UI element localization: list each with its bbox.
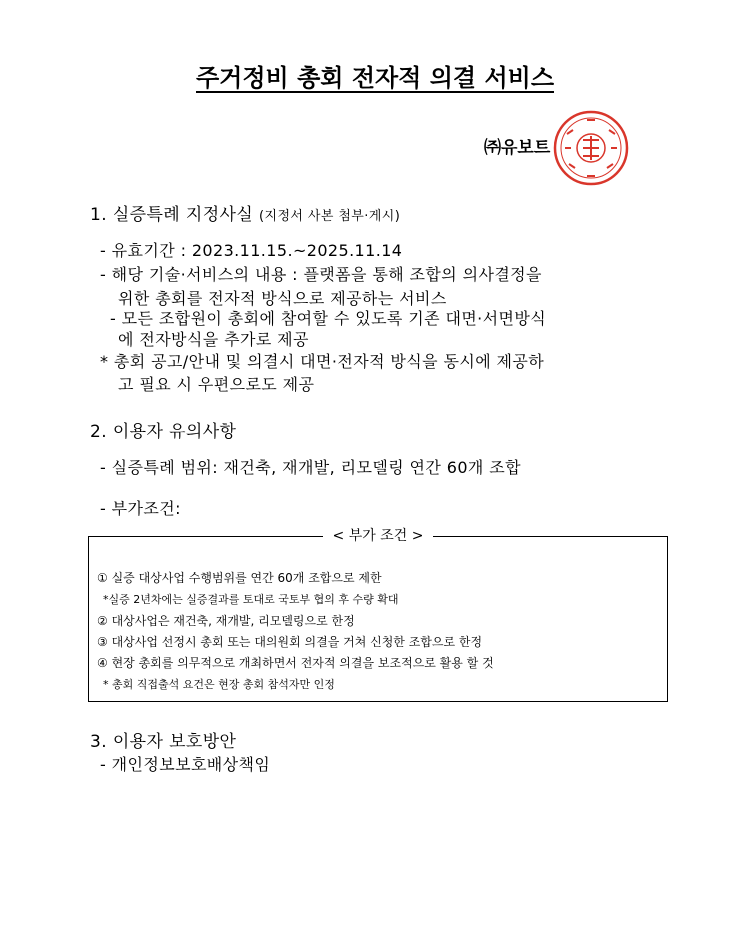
section1-item-all-members-cont: 에 전자방식을 추가로 제공 bbox=[118, 330, 309, 349]
condition-line-4: ④ 현장 총회를 의무적으로 개최하면서 전자적 의결을 보조적으로 활용 할 것 bbox=[97, 656, 494, 670]
section2-item-conditions: - 부가조건: bbox=[100, 499, 181, 518]
company-seal-icon bbox=[553, 110, 629, 186]
page-title: 주거정비 총회 전자적 의결 서비스 bbox=[196, 64, 554, 92]
section1-item-validity: - 유효기간 : 2023.11.15.~2025.11.14 bbox=[100, 241, 403, 260]
company-name: ㈜유보트 bbox=[484, 138, 551, 158]
section1-item-note: * 총회 공고/안내 및 의결시 대면·전자적 방식을 동시에 제공하 bbox=[100, 352, 545, 371]
conditions-box-title: < 부가 조건 > bbox=[89, 525, 667, 545]
section1-item-note-cont: 고 필요 시 우편으로도 제공 bbox=[118, 375, 315, 394]
condition-line-3: ③ 대상사업 선정시 총회 또는 대의원회 의결을 거쳐 신청한 조합으로 한정 bbox=[97, 635, 483, 649]
condition-line-1: ① 실증 대상사업 수행범위를 연간 60개 조합으로 제한 bbox=[97, 571, 382, 585]
section2-heading: 2. 이용자 유의사항 bbox=[90, 422, 237, 442]
section1-heading: 1. 실증특례 지정사실 (지정서 사본 첨부·게시) bbox=[90, 205, 401, 225]
conditions-box bbox=[88, 528, 668, 702]
condition-line-4-note: * 총회 직접출석 요건은 현장 총회 참석자만 인정 bbox=[103, 678, 335, 691]
section2-item-scope: - 실증특례 범위: 재건축, 재개발, 리모델링 연간 60개 조합 bbox=[100, 458, 521, 477]
section1-item-all-members: - 모든 조합원이 총회에 참여할 수 있도록 기존 대면·서면방식 bbox=[110, 309, 547, 328]
condition-line-1-note: *실증 2년차에는 실증결과를 토대로 국토부 협의 후 수량 확대 bbox=[103, 593, 399, 606]
section3-heading: 3. 이용자 보호방안 bbox=[90, 732, 237, 752]
section3-item-privacy: - 개인정보보호배상책임 bbox=[100, 755, 271, 774]
section1-heading-note: (지정서 사본 첨부·게시) bbox=[259, 209, 401, 224]
condition-line-2: ② 대상사업은 재건축, 재개발, 리모델링으로 한정 bbox=[97, 614, 355, 628]
section1-item-content: - 해당 기술·서비스의 내용 : 플랫폼을 통해 조합의 의사결정을 bbox=[100, 265, 542, 284]
section1-item-content-cont: 위한 총회를 전자적 방식으로 제공하는 서비스 bbox=[118, 289, 447, 308]
